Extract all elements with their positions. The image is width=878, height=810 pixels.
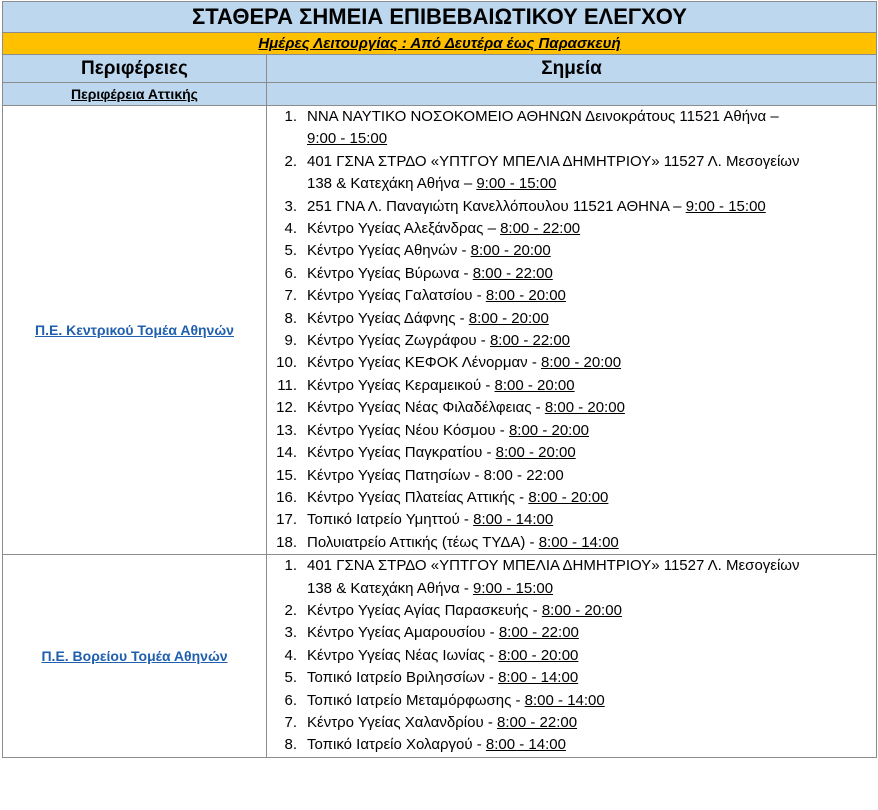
unit-row-north	[3, 555, 877, 758]
operating-hours: 8:00 - 20:00	[494, 376, 575, 394]
item-number: 13.	[276, 421, 297, 439]
operating-hours: 9:00 - 15:00	[307, 130, 388, 148]
item-number: 11.	[277, 376, 297, 394]
item-number: 15.	[276, 466, 297, 484]
item-text	[297, 555, 827, 600]
point-name: Πολυιατρείο Αττικής (τέως ΤΥΔΑ) -	[307, 533, 535, 551]
item-text	[297, 375, 827, 397]
test-points-table	[2, 1, 877, 758]
operating-hours: 8:00 - 22:00	[496, 713, 578, 731]
list-item	[267, 600, 876, 622]
list-item	[267, 667, 876, 689]
list-item	[267, 645, 876, 667]
title-row	[3, 2, 877, 33]
operating-hours: 8:00 - 22:00	[489, 332, 571, 350]
point-name: Κέντρο Υγείας Πατησίων -	[307, 466, 480, 484]
operating-hours: 8:00 - 22:00	[500, 220, 581, 238]
list-item	[267, 465, 876, 487]
item-text	[297, 308, 827, 330]
item-text	[297, 465, 827, 487]
item-text	[297, 487, 827, 509]
list-item	[267, 263, 876, 285]
operating-hours: 8:00 - 22:00	[498, 624, 579, 642]
point-name: Κέντρο Υγείας Αγίας Παρασκευής -	[307, 601, 538, 619]
operating-hours: 8:00 - 22:00	[472, 264, 553, 282]
list-item	[267, 442, 876, 464]
item-number: 8.	[284, 309, 297, 327]
header-row	[3, 55, 877, 83]
operating-hours: 8:00 - 20:00	[508, 421, 590, 439]
item-number: 16.	[276, 488, 297, 506]
item-text	[297, 240, 827, 262]
operating-hours: 8:00 - 14:00	[524, 691, 605, 709]
item-number: 1.	[284, 108, 297, 125]
item-text	[297, 532, 827, 554]
list-item	[267, 509, 876, 531]
point-name: Τοπικό Ιατρείο Χολαργού -	[307, 736, 482, 754]
point-name: Κέντρο Υγείας Γαλατσίου -	[307, 287, 482, 305]
point-name: Κέντρο Υγείας Πλατείας Αττικής -	[307, 488, 525, 506]
operating-hours: 8:00 - 20:00	[528, 488, 609, 506]
operating-hours: 9:00 - 15:00	[476, 175, 557, 193]
region-name: Περιφέρεια Αττικής	[3, 83, 267, 106]
operating-hours: 8:00 - 20:00	[541, 601, 622, 619]
unit-link-central-athens[interactable]: Π.Ε. Κεντρικού Τομέα Αθηνών	[3, 106, 267, 555]
operating-days: Ημέρες Λειτουργίας : Από Δευτέρα έως Παρασκευή	[3, 33, 877, 55]
item-number: 7.	[284, 287, 297, 305]
list-item	[267, 690, 876, 712]
item-number: 3.	[284, 197, 297, 215]
operating-hours: 8:00 - 20:00	[470, 242, 551, 260]
item-text	[297, 330, 827, 352]
item-number: 3.	[284, 624, 297, 642]
points-list-central	[267, 106, 877, 555]
operating-hours: 9:00 - 15:00	[473, 579, 554, 597]
header-regions: Περιφέρειες	[3, 55, 267, 83]
item-text	[297, 600, 827, 622]
list-item	[267, 218, 876, 240]
point-name: Κέντρο Υγείας Νέας Ιωνίας -	[307, 646, 495, 664]
item-number: 14.	[276, 444, 297, 462]
item-number: 2.	[284, 152, 297, 170]
item-text	[297, 196, 827, 218]
operating-hours: 8:00 - 20:00	[540, 354, 622, 372]
operating-hours: 8:00 - 20:00	[468, 309, 549, 327]
subtitle-row	[3, 33, 877, 55]
operating-hours: 8:00 - 20:00	[498, 646, 579, 664]
region-empty-cell	[267, 83, 877, 106]
points-list-north	[267, 555, 877, 758]
point-name: Κέντρο Υγείας Δάφνης -	[307, 309, 465, 327]
item-number: 12.	[276, 399, 297, 417]
operating-hours: 8:00 - 14:00	[498, 669, 579, 687]
operating-hours: 8:00 - 20:00	[544, 399, 625, 417]
list-item	[267, 285, 876, 307]
unit-row-central	[3, 106, 877, 555]
item-number: 2.	[284, 601, 297, 619]
point-name: Κέντρο Υγείας Βύρωνα -	[307, 264, 469, 282]
list-item	[267, 487, 876, 509]
item-text	[297, 734, 827, 756]
point-name: Κέντρο Υγείας Αλεξάνδρας –	[307, 220, 496, 238]
item-text	[297, 509, 827, 531]
operating-hours: 8:00 - 22:00	[483, 466, 564, 484]
item-text	[297, 442, 827, 464]
operating-hours: 8:00 - 14:00	[485, 736, 566, 754]
operating-hours: 8:00 - 14:00	[473, 511, 554, 529]
item-text	[297, 712, 827, 734]
point-name: Κέντρο Υγείας Κεραμεικού -	[307, 376, 491, 394]
point-name: Κέντρο Υγείας Αμαρουσίου -	[307, 624, 495, 642]
point-name: Κέντρο Υγείας Νέας Φιλαδέλφειας -	[307, 399, 541, 417]
item-number: 1.	[284, 557, 297, 575]
page-title: ΣΤΑΘΕΡΑ ΣΗΜΕΙΑ ΕΠΙΒΕΒΑΙΩΤΙΚΟΥ ΕΛΕΓΧΟΥ	[3, 2, 877, 33]
item-text	[297, 622, 827, 644]
item-number: 17.	[276, 511, 297, 529]
item-number: 18.	[276, 533, 297, 551]
item-text	[297, 218, 827, 240]
item-text	[297, 352, 827, 374]
point-name: 251 ΓΝΑ Λ. Παναγιώτη Κανελλόπουλου 11521 ΑΘΗΝΑ –	[307, 197, 682, 215]
point-name: Τοπικό Ιατρείο Υμηττού -	[307, 511, 469, 529]
item-text	[297, 420, 827, 442]
unit-link-north-athens[interactable]: Π.Ε. Βορείου Τομέα Αθηνών	[3, 555, 267, 758]
header-points: Σημεία	[267, 55, 877, 83]
point-name: ΝΝΑ ΝΑΥΤΙΚΟ ΝΟΣΟΚΟΜΕΙΟ ΑΘΗΝΩΝ Δεινοκράτους 11521 Αθήνα –	[307, 108, 779, 125]
item-text	[297, 690, 827, 712]
list-item	[267, 352, 876, 374]
region-row	[3, 83, 877, 106]
item-number: 5.	[284, 669, 297, 687]
operating-hours: 8:00 - 20:00	[485, 287, 566, 305]
point-name: 401 ΓΣΝΑ ΣΤΡΔΟ «ΥΠΤΓΟΥ ΜΠΕΛΙΑ ΔΗΜΗΤΡΙΟΥ» 11527 Λ. Μεσογείων 138 & Κατεχάκη Αθήνα –	[307, 152, 800, 193]
point-name: Κέντρο Υγείας Ζωγράφου -	[307, 332, 486, 350]
list-item	[267, 734, 876, 756]
list-item	[267, 151, 876, 196]
list-item	[267, 555, 876, 600]
item-text	[297, 667, 827, 689]
item-text	[297, 645, 827, 667]
item-text	[297, 285, 827, 307]
list-item	[267, 240, 876, 262]
list-item	[267, 330, 876, 352]
item-text	[297, 106, 827, 151]
point-name: Κέντρο Υγείας Νέου Κόσμου -	[307, 421, 505, 439]
item-number: 10.	[276, 354, 297, 372]
item-number: 9.	[284, 332, 297, 350]
point-name: Κέντρο Υγείας ΚΕΦΟΚ Λένορμαν -	[307, 354, 537, 372]
list-item	[267, 532, 876, 554]
list-item	[267, 420, 876, 442]
item-text	[297, 263, 827, 285]
item-text	[297, 151, 827, 196]
operating-hours: 9:00 - 15:00	[685, 197, 766, 215]
point-name: Κέντρο Υγείας Χαλανδρίου -	[307, 713, 493, 731]
point-name: Τοπικό Ιατρείο Βριλησσίων -	[307, 669, 494, 687]
list-item	[267, 308, 876, 330]
item-text	[297, 397, 827, 419]
list-item	[267, 375, 876, 397]
item-number: 4.	[284, 646, 297, 664]
list-item	[267, 196, 876, 218]
point-name: Κέντρο Υγείας Παγκρατίου -	[307, 444, 492, 462]
list-item	[267, 712, 876, 734]
point-name: 401 ΓΣΝΑ ΣΤΡΔΟ «ΥΠΤΓΟΥ ΜΠΕΛΙΑ ΔΗΜΗΤΡΙΟΥ» 11527 Λ. Μεσογείων 138 & Κατεχάκη Αθήνα -	[307, 557, 800, 597]
item-number: 4.	[284, 220, 297, 238]
item-number: 5.	[284, 242, 297, 260]
list-item	[267, 397, 876, 419]
list-item	[267, 106, 876, 151]
item-number: 6.	[284, 264, 297, 282]
list-item	[267, 622, 876, 644]
operating-hours: 8:00 - 20:00	[495, 444, 576, 462]
item-number: 7.	[284, 713, 297, 731]
point-name: Κέντρο Υγείας Αθηνών -	[307, 242, 467, 260]
item-number: 6.	[284, 691, 297, 709]
item-number: 8.	[284, 736, 297, 754]
operating-hours: 8:00 - 14:00	[538, 533, 619, 551]
point-name: Τοπικό Ιατρείο Μεταμόρφωσης -	[307, 691, 521, 709]
